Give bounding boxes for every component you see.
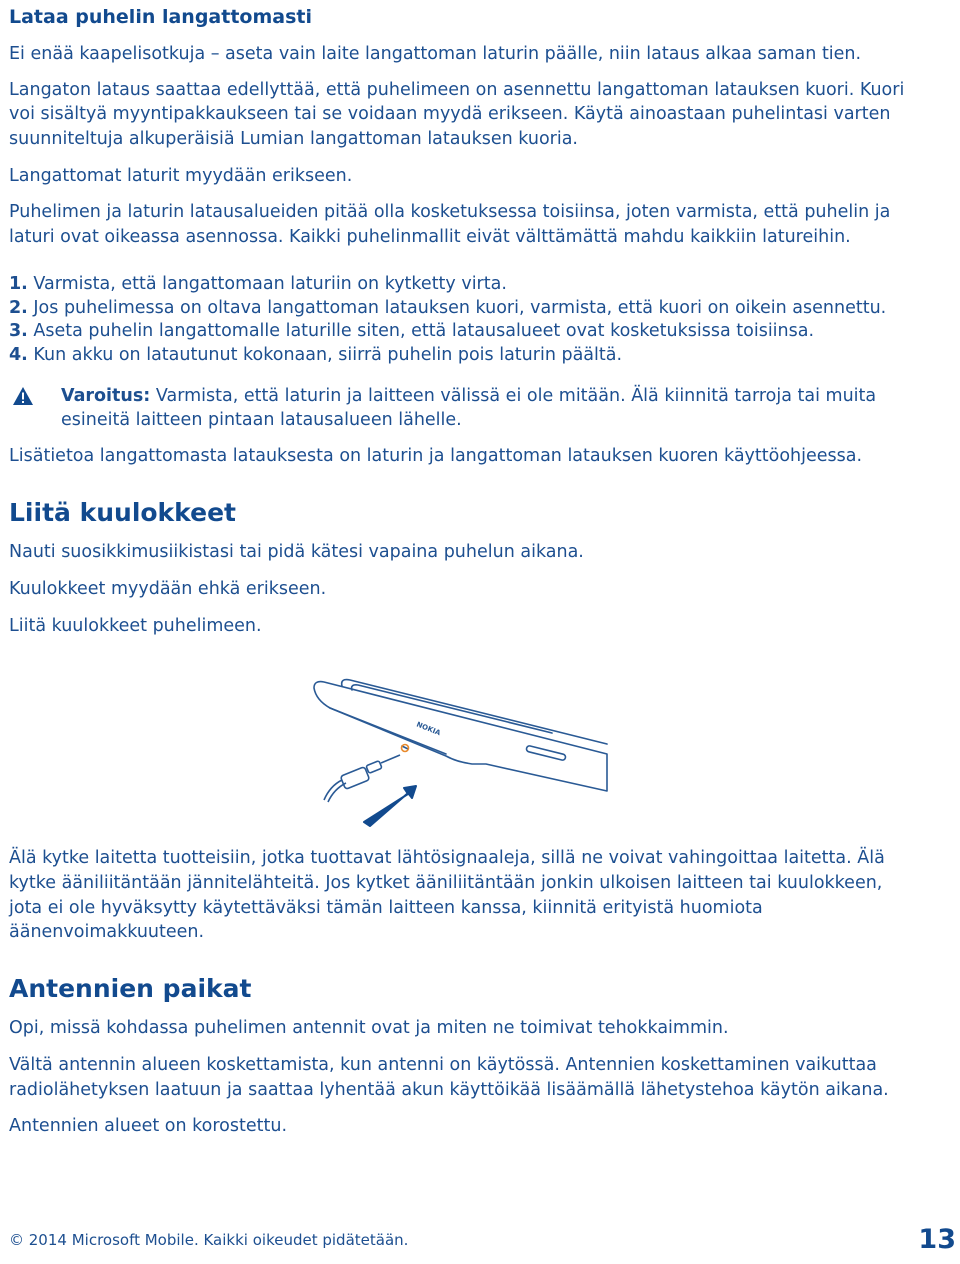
paragraph-antenna-intro: Opi, missä kohdassa puhelimen antennit ovat ja miten ne toimivat tehokkaimmin. xyxy=(9,1018,729,1038)
warning-text: Varmista, että laturin ja laitteen välissä ei ole mitään. Älä kiinnitä tarroja tai muita xyxy=(150,386,877,406)
paragraph-headset-sold: Kuulokkeet myydään ehkä erikseen. xyxy=(9,579,327,599)
heading-wireless-charging: Lataa puhelin langattomasti xyxy=(9,6,312,28)
footer-copyright: © 2014 Microsoft Mobile. Kaikki oikeudet pidätetään. xyxy=(9,1231,409,1249)
paragraph-warning-line1: Älä kytke laitetta tuotteisiin, jotka tuottavat lähtösignaaleja, sillä ne voivat vahingoittaa laitetta. Älä xyxy=(9,848,885,868)
paragraph-cover-line3: suunniteltuja alkuperäisiä Lumian langattoman latauksen kuoria. xyxy=(9,129,578,149)
paragraph-connect: Liitä kuulokkeet puhelimeen. xyxy=(9,616,262,636)
step-number: 2. xyxy=(9,297,28,318)
phone-inner-rim xyxy=(352,685,552,733)
step-text: Varmista, että langattomaan laturiin on kytketty virta. xyxy=(27,274,507,294)
phone-body-outline xyxy=(314,682,607,791)
step-number: 3. xyxy=(9,321,28,341)
step-text: Jos puhelimessa on oltava langattoman latauksen kuori, varmista, että kuori on oikein asennettu. xyxy=(27,297,887,318)
paragraph-antenna-line1: Vältä antennin alueen koskettamista, kun antenni on käytössä. Antennien koskettaminen vaikuttaa xyxy=(9,1055,877,1075)
list-item xyxy=(9,297,886,321)
paragraph-warning-line2: kytke ääniliitäntään jännitelähteitä. Jos kytket ääniliitäntään jonkin ulkoisen laitteen tai kuulokkeen, xyxy=(9,873,883,893)
paragraph-antenna-highlight: Antennien alueet on korostettu. xyxy=(9,1116,288,1136)
paragraph-warning-line4: äänenvoimakkuuteen. xyxy=(9,922,205,942)
warning-icon xyxy=(12,386,34,406)
heading-antennas: Antennien paikat xyxy=(9,974,252,1003)
paragraph-position-line2: laturi ovat oikeassa asennossa. Kaikki puhelinmallit eivät välttämättä mahdu kaikkiin latureihin. xyxy=(9,227,851,247)
paragraph-cover-line1: Langaton lataus saattaa edellyttää, että puhelimeen on asennettu langattoman latauksen kuori. Kuori xyxy=(9,80,905,100)
phone-screen-edge xyxy=(342,680,607,744)
list-item xyxy=(9,344,886,368)
headset-plug xyxy=(324,755,400,802)
paragraph-more-info: Lisätietoa langattomasta latauksesta on laturin ja langattoman latauksen kuoren käyttöohjeessa. xyxy=(9,446,863,466)
step-number: 4. xyxy=(9,344,28,365)
warning-line1 xyxy=(61,384,876,409)
warning-line2: esineitä laitteen pintaan latausalueen lähelle. xyxy=(61,410,462,430)
paragraph-warning-line3: jota ei ole hyväksytty käytettäväksi tämän laitteen kanssa, kiinnitä erityistä huomiota xyxy=(9,898,763,918)
phone-side-button xyxy=(526,745,566,760)
steps-list xyxy=(9,273,886,367)
paragraph-headset-intro: Nauti suosikkimusiikistasi tai pidä kätesi vapaina puhelun aikana. xyxy=(9,542,584,562)
paragraph-cover-line2: voi sisältyä myyntipakkaukseen tai se voidaan myydä erikseen. Käytä ainoastaan puhelintasi varten xyxy=(9,104,891,124)
insert-arrow-icon xyxy=(364,786,416,826)
paragraph-chargers-sold: Langattomat laturit myydään erikseen. xyxy=(9,166,353,186)
list-item xyxy=(9,273,886,297)
paragraph-antenna-line2: radiolähetyksen laatuun ja saattaa lyhentää akun käyttöikää lisäämällä lähetystehoa käytön aikana. xyxy=(9,1080,889,1100)
paragraph-intro: Ei enää kaapelisotkuja – aseta vain laite langattoman laturin päälle, niin lataus alkaa saman tien. xyxy=(9,44,862,64)
list-item xyxy=(9,320,886,344)
phone-brand-logo: NOKIA xyxy=(415,720,442,738)
heading-headset: Liitä kuulokkeet xyxy=(9,498,237,527)
step-text: Kun akku on latautunut kokonaan, siirrä puhelin pois laturin päältä. xyxy=(27,344,623,365)
paragraph-position-line1: Puhelimen ja laturin latausalueiden pitää olla kosketuksessa toisiinsa, joten varmista, että puhelin ja xyxy=(9,202,891,222)
headphone-jack-port xyxy=(402,746,408,749)
warning-label: Varoitus: xyxy=(61,386,151,406)
step-text: Aseta puhelin langattomalle laturille siten, että latausalueet ovat kosketuksissa toisiinsa. xyxy=(27,321,815,341)
step-number: 1. xyxy=(9,274,28,294)
headset-connection-illustration xyxy=(312,668,612,838)
page-number: 13 xyxy=(918,1224,956,1255)
